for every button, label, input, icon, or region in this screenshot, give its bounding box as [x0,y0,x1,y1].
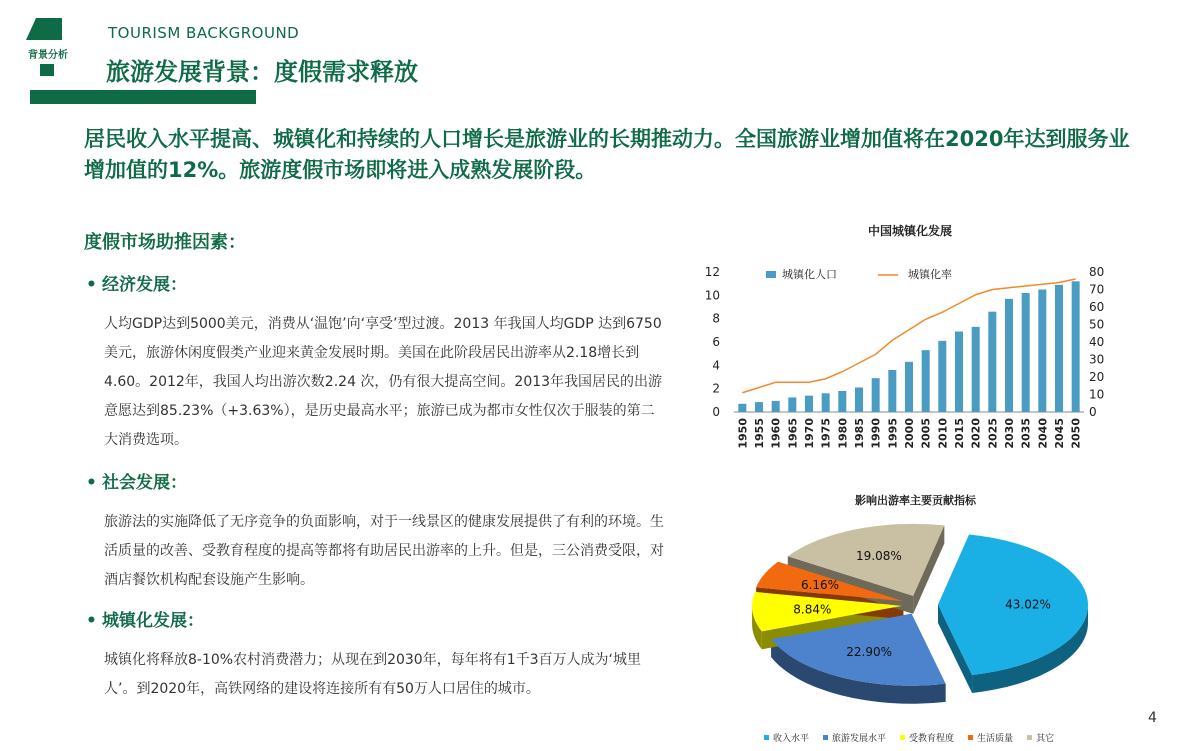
logo-shape-top [36,18,62,40]
left-axis-tick-label: 6 [712,335,720,349]
section-heading-society [86,468,187,493]
bar [855,388,863,413]
section-heading-economy [86,270,187,295]
pie-slice-label: 19.08% [856,548,902,563]
x-tick-label: 2035 [1019,418,1033,449]
left-axis-tick-label: 0 [712,405,720,419]
right-axis-tick-label: 60 [1089,300,1105,314]
right-axis-tick-label: 30 [1089,352,1105,367]
x-tick-label: 1975 [819,418,833,449]
bar [755,402,763,412]
pie-legend-item [1027,731,1054,744]
left-axis-tick-label: 12 [704,265,720,279]
section-heading-text: 城镇化发展： [102,611,204,631]
chart-title-pie: 影响出游率主要贡献指标 [855,494,976,507]
left-axis-tick-label: 2 [712,381,720,396]
bar [805,396,813,412]
left-axis-tick-label: 8 [712,311,720,326]
bar [738,404,746,412]
bar [1055,285,1063,412]
bar [788,397,796,412]
legend-label: 其它 [1036,734,1055,744]
right-axis-tick-label: 10 [1089,387,1105,402]
section-logo [26,16,76,82]
bar [988,312,996,412]
x-tick-label: 1985 [853,418,866,449]
left-axis-tick-label: 4 [712,358,720,373]
english-title: TOURISM BACKGROUND [108,24,300,42]
legend-label: 生活质量 [977,734,1014,744]
x-tick-label: 2025 [986,418,1000,449]
bullet-icon: • [86,473,97,493]
page-number: 4 [1148,710,1157,726]
legend-swatch [764,735,769,740]
x-tick-label: 2050 [1069,418,1083,449]
legend-label-line: 城镇化率 [908,268,952,281]
x-tick-label: 2010 [936,418,950,449]
chart-title-urbanization: 中国城镇化发展 [868,224,953,238]
bullet-icon: • [86,611,97,631]
x-tick-label: 2045 [1053,418,1066,449]
x-tick-label: 1970 [803,418,816,449]
x-tick-label: 2040 [1036,418,1050,449]
bar [955,332,963,413]
factors-heading: 度假市场助推因素： [84,232,246,253]
pie-legend [764,731,1054,744]
left-axis-tick-label: 10 [704,288,720,303]
legend-swatch-bar [766,271,776,278]
x-tick-label: 2020 [969,418,983,449]
section-text-society: 旅游法的实施降低了无序竞争的负面影响，对于一线景区的健康发展提供了有利的环境。生活质量的改善、受教育程度的提高等都将有助居民出游率的上升。但是，三公消费受限，对酒店餐饮机构配套设施产生影响。 [104,514,664,588]
legend-label-bar: 城镇化人口 [782,268,837,281]
bar [888,370,896,412]
x-tick-label: 2015 [953,418,966,449]
bar [972,327,980,412]
bar [1038,290,1046,413]
right-axis-tick-label: 50 [1089,317,1105,332]
pie-legend-item [823,731,886,744]
legend-label: 收入水平 [773,734,810,744]
pie-legend-item [968,731,1013,744]
section-text-economy: 人均GDP达到5000美元，消费从‘温饱’向‘享受’型过渡。2013 年我国人均GDP 达到6750 美元，旅游休闲度假类产业迎来黄金发展时期。美国在此阶段居民出游率从2.18增长到4.60。2012年，我国人均出游次数2.24 次，仍有很大提高空间。2013年我国居民的出游意愿达到85.23%（+3.63%），是历史最高水平；旅游已成为都市女性仅次于服装的第二大消费选项。 [104,316,663,448]
right-axis-tick-label: 40 [1089,335,1105,349]
x-tick-label: 2005 [919,418,933,449]
lead-statement: 居民收入水平提高、城镇化和持续的人口增长是旅游业的长期推动力。全国旅游业增加值将在2020年达到服务业增加值的12%。旅游度假市场即将进入成熟发展阶段。 [84,127,1130,182]
travel-rate-pie-chart [740,510,1100,725]
bar [838,391,846,412]
legend-swatch [1027,735,1032,740]
bar [772,401,780,412]
section-heading-text: 经济发展： [102,275,187,295]
x-tick-label: 1955 [753,418,766,449]
x-tick-label: 1980 [836,418,850,449]
urbanization-chart [690,252,1120,467]
pie-slice-label: 22.90% [846,644,893,659]
pie-slice-label: 43.02% [1005,597,1051,612]
logo-shape-bottom [40,64,54,76]
pie-legend-item [900,731,954,744]
bar [1072,281,1080,412]
legend-swatch [968,735,973,740]
bullet-icon: • [86,275,97,295]
bar [938,341,946,412]
pie-legend-item [764,731,809,744]
legend-swatch [823,735,828,740]
pie-slice-label: 8.84% [793,602,832,617]
right-axis-tick-label: 0 [1089,405,1097,419]
legend-label: 受教育程度 [909,734,955,744]
x-tick-label: 1960 [769,418,783,449]
bar [872,378,880,412]
section-text-urbanization: 城镇化将释放8-10%农村消费潜力；从现在到2030年，每年将有1千3百万人成为‘城里人’。到2020年，高铁网络的建设将连接所有有50万人口居住的城市。 [104,652,641,697]
legend-swatch [900,735,905,740]
page-title: 旅游发展背景：度假需求释放 [106,58,418,86]
x-tick-label: 1990 [869,418,883,449]
bar [922,350,930,412]
x-tick-label: 2000 [903,418,916,449]
x-tick-label: 1950 [736,418,750,449]
x-tick-label: 2030 [1003,418,1016,449]
right-axis-tick-label: 20 [1089,370,1105,384]
right-axis-tick-label: 80 [1089,265,1105,279]
bar [1022,293,1030,412]
section-heading-text: 社会发展： [102,473,187,493]
bar [905,362,913,412]
right-axis-tick-label: 70 [1089,282,1105,297]
pie-slice-label: 6.16% [800,577,840,592]
x-tick-label: 1995 [886,418,900,449]
bar [822,393,830,412]
section-heading-urbanization [86,606,204,631]
legend-label: 旅游发展水平 [832,734,887,744]
logo-label: 背景分析 [28,50,68,61]
x-tick-label: 1965 [786,418,800,449]
title-underline-bar [30,90,256,104]
bar [1005,299,1013,412]
